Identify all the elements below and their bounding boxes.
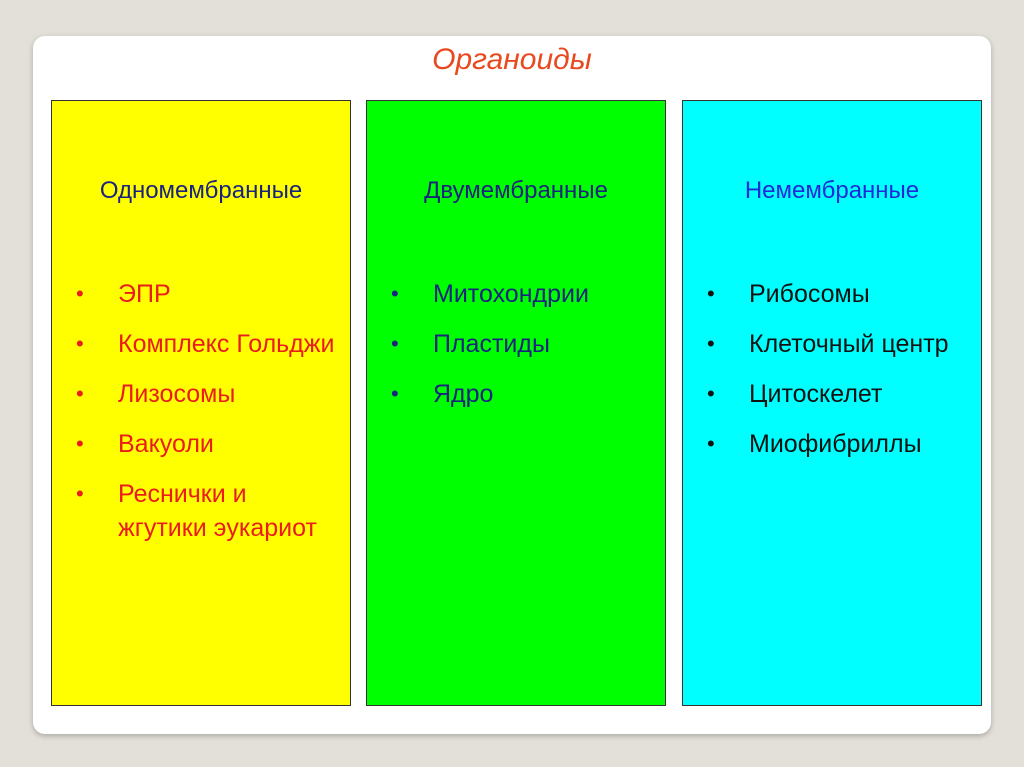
bullet-icon: • [391,331,399,356]
organelle-list [76,277,342,561]
bullet-icon: • [391,381,399,406]
list-item [76,277,342,311]
bullet-icon: • [76,331,84,356]
bullet-icon: • [707,431,715,456]
column-heading: Одномембранные [99,177,303,204]
list-item [391,377,657,411]
bullet-icon: • [76,431,84,456]
bullet-icon: • [76,381,84,406]
list-item [707,277,973,311]
list-item-label: Комплекс Гольджи [118,330,335,358]
bullet-icon: • [707,281,715,306]
list-item-label: ЭПР [118,280,171,308]
organelle-list [391,277,657,427]
column-heading: Двумембранные [424,177,608,204]
bullet-icon: • [391,281,399,306]
list-item [707,377,973,411]
column-heading: Немембранные [744,177,920,204]
list-item [76,377,342,411]
list-item-label: Пластиды [433,330,550,358]
list-item [707,327,973,361]
bullet-icon: • [707,381,715,406]
list-item [391,277,657,311]
list-item-label: Реснички и жгутики эукариот [118,480,317,542]
list-item [707,427,973,461]
column-non-membrane [682,100,982,706]
organelle-list [707,277,973,477]
bullet-icon: • [76,281,84,306]
list-item-label: Лизосомы [118,380,236,408]
list-item [391,327,657,361]
column-single-membrane [51,100,351,706]
list-item-label: Митохондрии [433,280,589,308]
bullet-icon: • [707,331,715,356]
list-item-label: Клеточный центр [749,330,949,358]
list-item [76,327,342,361]
list-item-label: Миофибриллы [749,430,922,458]
list-item [76,477,342,545]
list-item-label: Цитоскелет [749,380,883,408]
list-item [76,427,342,461]
slide-title: Органоиды [432,43,592,76]
column-double-membrane [366,100,666,706]
bullet-icon: • [76,481,84,506]
list-item-label: Ядро [433,380,494,408]
list-item-label: Рибосомы [749,280,870,308]
list-item-label: Вакуоли [118,430,214,458]
